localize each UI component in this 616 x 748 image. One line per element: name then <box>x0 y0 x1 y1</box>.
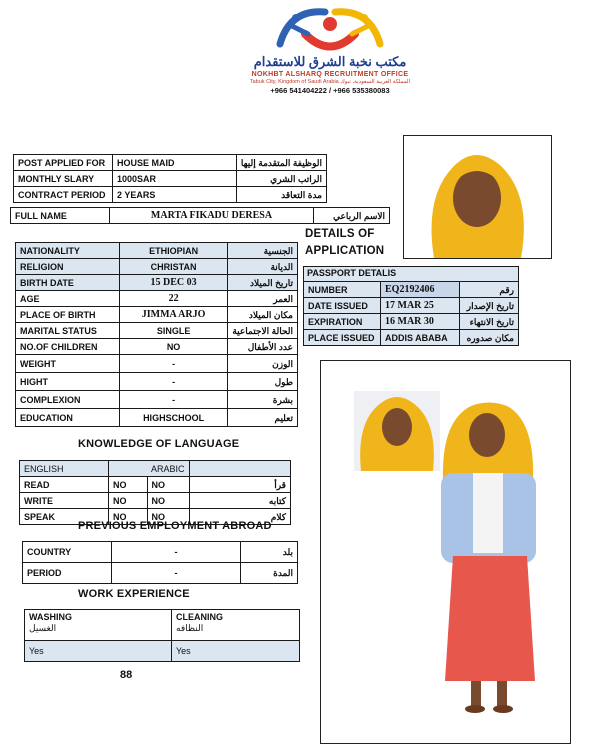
language-arabic: NO <box>147 477 189 493</box>
full-body-photo <box>320 360 571 744</box>
personal-arabic: الوزن <box>228 355 298 373</box>
full-body-illustration <box>321 361 570 743</box>
full-name-label: FULL NAME <box>11 208 110 224</box>
language-arabic: NO <box>147 493 189 509</box>
personal-label: RELIGION <box>16 259 120 275</box>
employment-table <box>22 541 298 584</box>
language-label: SPEAK <box>20 509 109 525</box>
personal-value: - <box>119 355 228 373</box>
passport-title: PASSPORT DETALIS <box>307 268 397 278</box>
personal-label: PLACE OF BIRTH <box>16 307 120 323</box>
personal-label: EDUCATION <box>16 409 120 427</box>
language-english: NO <box>109 509 148 525</box>
personal-row <box>16 307 298 323</box>
passport-row <box>304 330 519 346</box>
experience-label: WASHING <box>29 612 73 622</box>
language-col-english: ENGLISH <box>20 461 109 477</box>
language-label: WRITE <box>20 493 109 509</box>
experience-arabic: النظافه <box>176 623 204 633</box>
job-arabic: الراتب الشري <box>236 171 326 187</box>
language-arabic-label: كتابه <box>189 493 290 509</box>
personal-label: HIGHT <box>16 373 120 391</box>
passport-value: ADDIS ABABA <box>381 330 460 346</box>
employment-arabic: المدة <box>241 563 298 584</box>
job-row-salary <box>14 171 327 187</box>
personal-row <box>16 243 298 259</box>
full-name-arabic: الاسم الرباعي <box>314 208 390 224</box>
language-english: NO <box>109 493 148 509</box>
passport-label: DATE ISSUED <box>304 298 381 314</box>
personal-value: SINGLE <box>119 323 228 339</box>
company-header <box>200 4 460 96</box>
experience-heading: WORK EXPERIENCE <box>78 588 190 600</box>
personal-value: 15 DEC 03 <box>119 275 228 291</box>
personal-label: WEIGHT <box>16 355 120 373</box>
personal-label: AGE <box>16 291 120 307</box>
passport-value: 17 MAR 25 <box>381 298 460 314</box>
passport-arabic: مكان صدوره <box>460 330 519 346</box>
passport-label: PLACE ISSUED <box>304 330 381 346</box>
personal-row <box>16 373 298 391</box>
job-row-contract <box>14 187 327 203</box>
personal-label: NATIONALITY <box>16 243 120 259</box>
personal-row <box>16 275 298 291</box>
personal-value: ETHIOPIAN <box>119 243 228 259</box>
reference-number: 88 <box>120 669 133 681</box>
language-row <box>20 493 291 509</box>
experience-washing-cell <box>25 610 172 641</box>
employment-value: - <box>112 563 241 584</box>
experience-value: Yes <box>172 641 300 662</box>
experience-arabic: الغسيل <box>29 623 57 633</box>
employment-label: PERIOD <box>23 563 112 584</box>
language-label: READ <box>20 477 109 493</box>
personal-value: HIGHSCHOOL <box>119 409 228 427</box>
personal-row <box>16 391 298 409</box>
personal-label: BIRTH DATE <box>16 275 120 291</box>
language-arabic-label: قرأ <box>189 477 290 493</box>
language-header-row <box>20 461 291 477</box>
personal-row <box>16 259 298 275</box>
language-english: NO <box>109 477 148 493</box>
language-arabic: NO <box>147 509 189 525</box>
job-label: CONTRACT PERIOD <box>14 187 113 203</box>
passport-label: NUMBER <box>304 282 381 298</box>
passport-arabic: تاريخ الإصدار <box>460 298 519 314</box>
experience-label: CLEANING <box>176 612 223 622</box>
passport-label: EXPIRATION <box>304 314 381 330</box>
experience-table <box>24 609 300 662</box>
company-name-english: NOKHBT ALSHARQ RECRUITMENT OFFICE <box>251 71 409 78</box>
experience-value-row <box>25 641 300 662</box>
job-table <box>13 154 327 203</box>
personal-arabic: طول <box>228 373 298 391</box>
language-table <box>19 460 291 525</box>
employment-arabic: بلد <box>241 542 298 563</box>
personal-row <box>16 355 298 373</box>
passport-arabic: رقم <box>460 282 519 298</box>
portrait-photo <box>403 135 552 259</box>
employment-label: COUNTRY <box>23 542 112 563</box>
personal-value: CHRISTAN <box>119 259 228 275</box>
job-value: 1000SAR <box>112 171 236 187</box>
personal-label: COMPLEXION <box>16 391 120 409</box>
personal-arabic: الحالة الاجتماعية <box>228 323 298 339</box>
personal-value: 22 <box>119 291 228 307</box>
job-label: POST APPLIED FOR <box>14 155 113 171</box>
personal-label: MARITAL STATUS <box>16 323 120 339</box>
personal-value: NO <box>119 339 228 355</box>
employment-heading: PREVIOUS EMPLOYMENT ABROAD <box>78 520 272 532</box>
personal-row <box>16 291 298 307</box>
personal-arabic: العمر <box>228 291 298 307</box>
passport-row <box>304 282 519 298</box>
passport-value: EQ2192406 <box>381 282 460 298</box>
full-name-value: MARTA FIKADU DERESA <box>110 208 314 224</box>
personal-label: NO.OF CHILDREN <box>16 339 120 355</box>
company-address: Tabuk City, Kingdom of Saudi Arabia المملكة العربية السعودية، تبوك <box>249 79 411 85</box>
experience-value: Yes <box>25 641 172 662</box>
passport-table <box>303 281 519 346</box>
passport-arabic: تاريخ الانتهاء <box>460 314 519 330</box>
language-row <box>20 477 291 493</box>
passport-row <box>304 298 519 314</box>
personal-arabic: الجنسية <box>228 243 298 259</box>
personal-row <box>16 339 298 355</box>
language-col-arabic: ARABIC <box>147 461 189 477</box>
portrait-illustration <box>404 136 551 258</box>
language-arabic-label: كلام <box>189 509 290 525</box>
job-arabic: مدة التعاقد <box>236 187 326 203</box>
company-phones: +966 541404222 / +966 535380083 <box>270 86 390 95</box>
personal-arabic: تعليم <box>228 409 298 427</box>
personal-arabic: تاريخ الميلاد <box>228 275 298 291</box>
employment-row <box>23 542 298 563</box>
personal-arabic: عدد الأطفال <box>228 339 298 355</box>
personal-arabic: بشرة <box>228 391 298 409</box>
experience-cleaning-cell <box>172 610 300 641</box>
personal-arabic: مكان الميلاد <box>228 307 298 323</box>
personal-value: - <box>119 391 228 409</box>
company-name-arabic: مكتب نخبة الشرق للاستقدام <box>253 54 407 69</box>
job-value: 2 YEARS <box>112 187 236 203</box>
job-row-post <box>14 155 327 171</box>
language-heading: KNOWLEDGE OF LANGUAGE <box>78 438 240 450</box>
experience-label-row <box>25 610 300 641</box>
passport-row <box>304 314 519 330</box>
personal-row <box>16 409 298 427</box>
personal-row <box>16 323 298 339</box>
passport-value: 16 MAR 30 <box>381 314 460 330</box>
full-name-table <box>10 207 390 224</box>
employment-value: - <box>112 542 241 563</box>
personal-arabic: الديانة <box>228 259 298 275</box>
personal-table <box>15 242 298 427</box>
job-arabic: الوظيفة المتقدمة إليها <box>236 155 326 171</box>
personal-value: - <box>119 373 228 391</box>
job-value: HOUSE MAID <box>112 155 236 171</box>
details-heading: DETAILS OF APPLICATION <box>305 228 385 257</box>
personal-value: JIMMA ARJO <box>119 307 228 323</box>
job-label: MONTHLY SLARY <box>14 171 113 187</box>
employment-row <box>23 563 298 584</box>
